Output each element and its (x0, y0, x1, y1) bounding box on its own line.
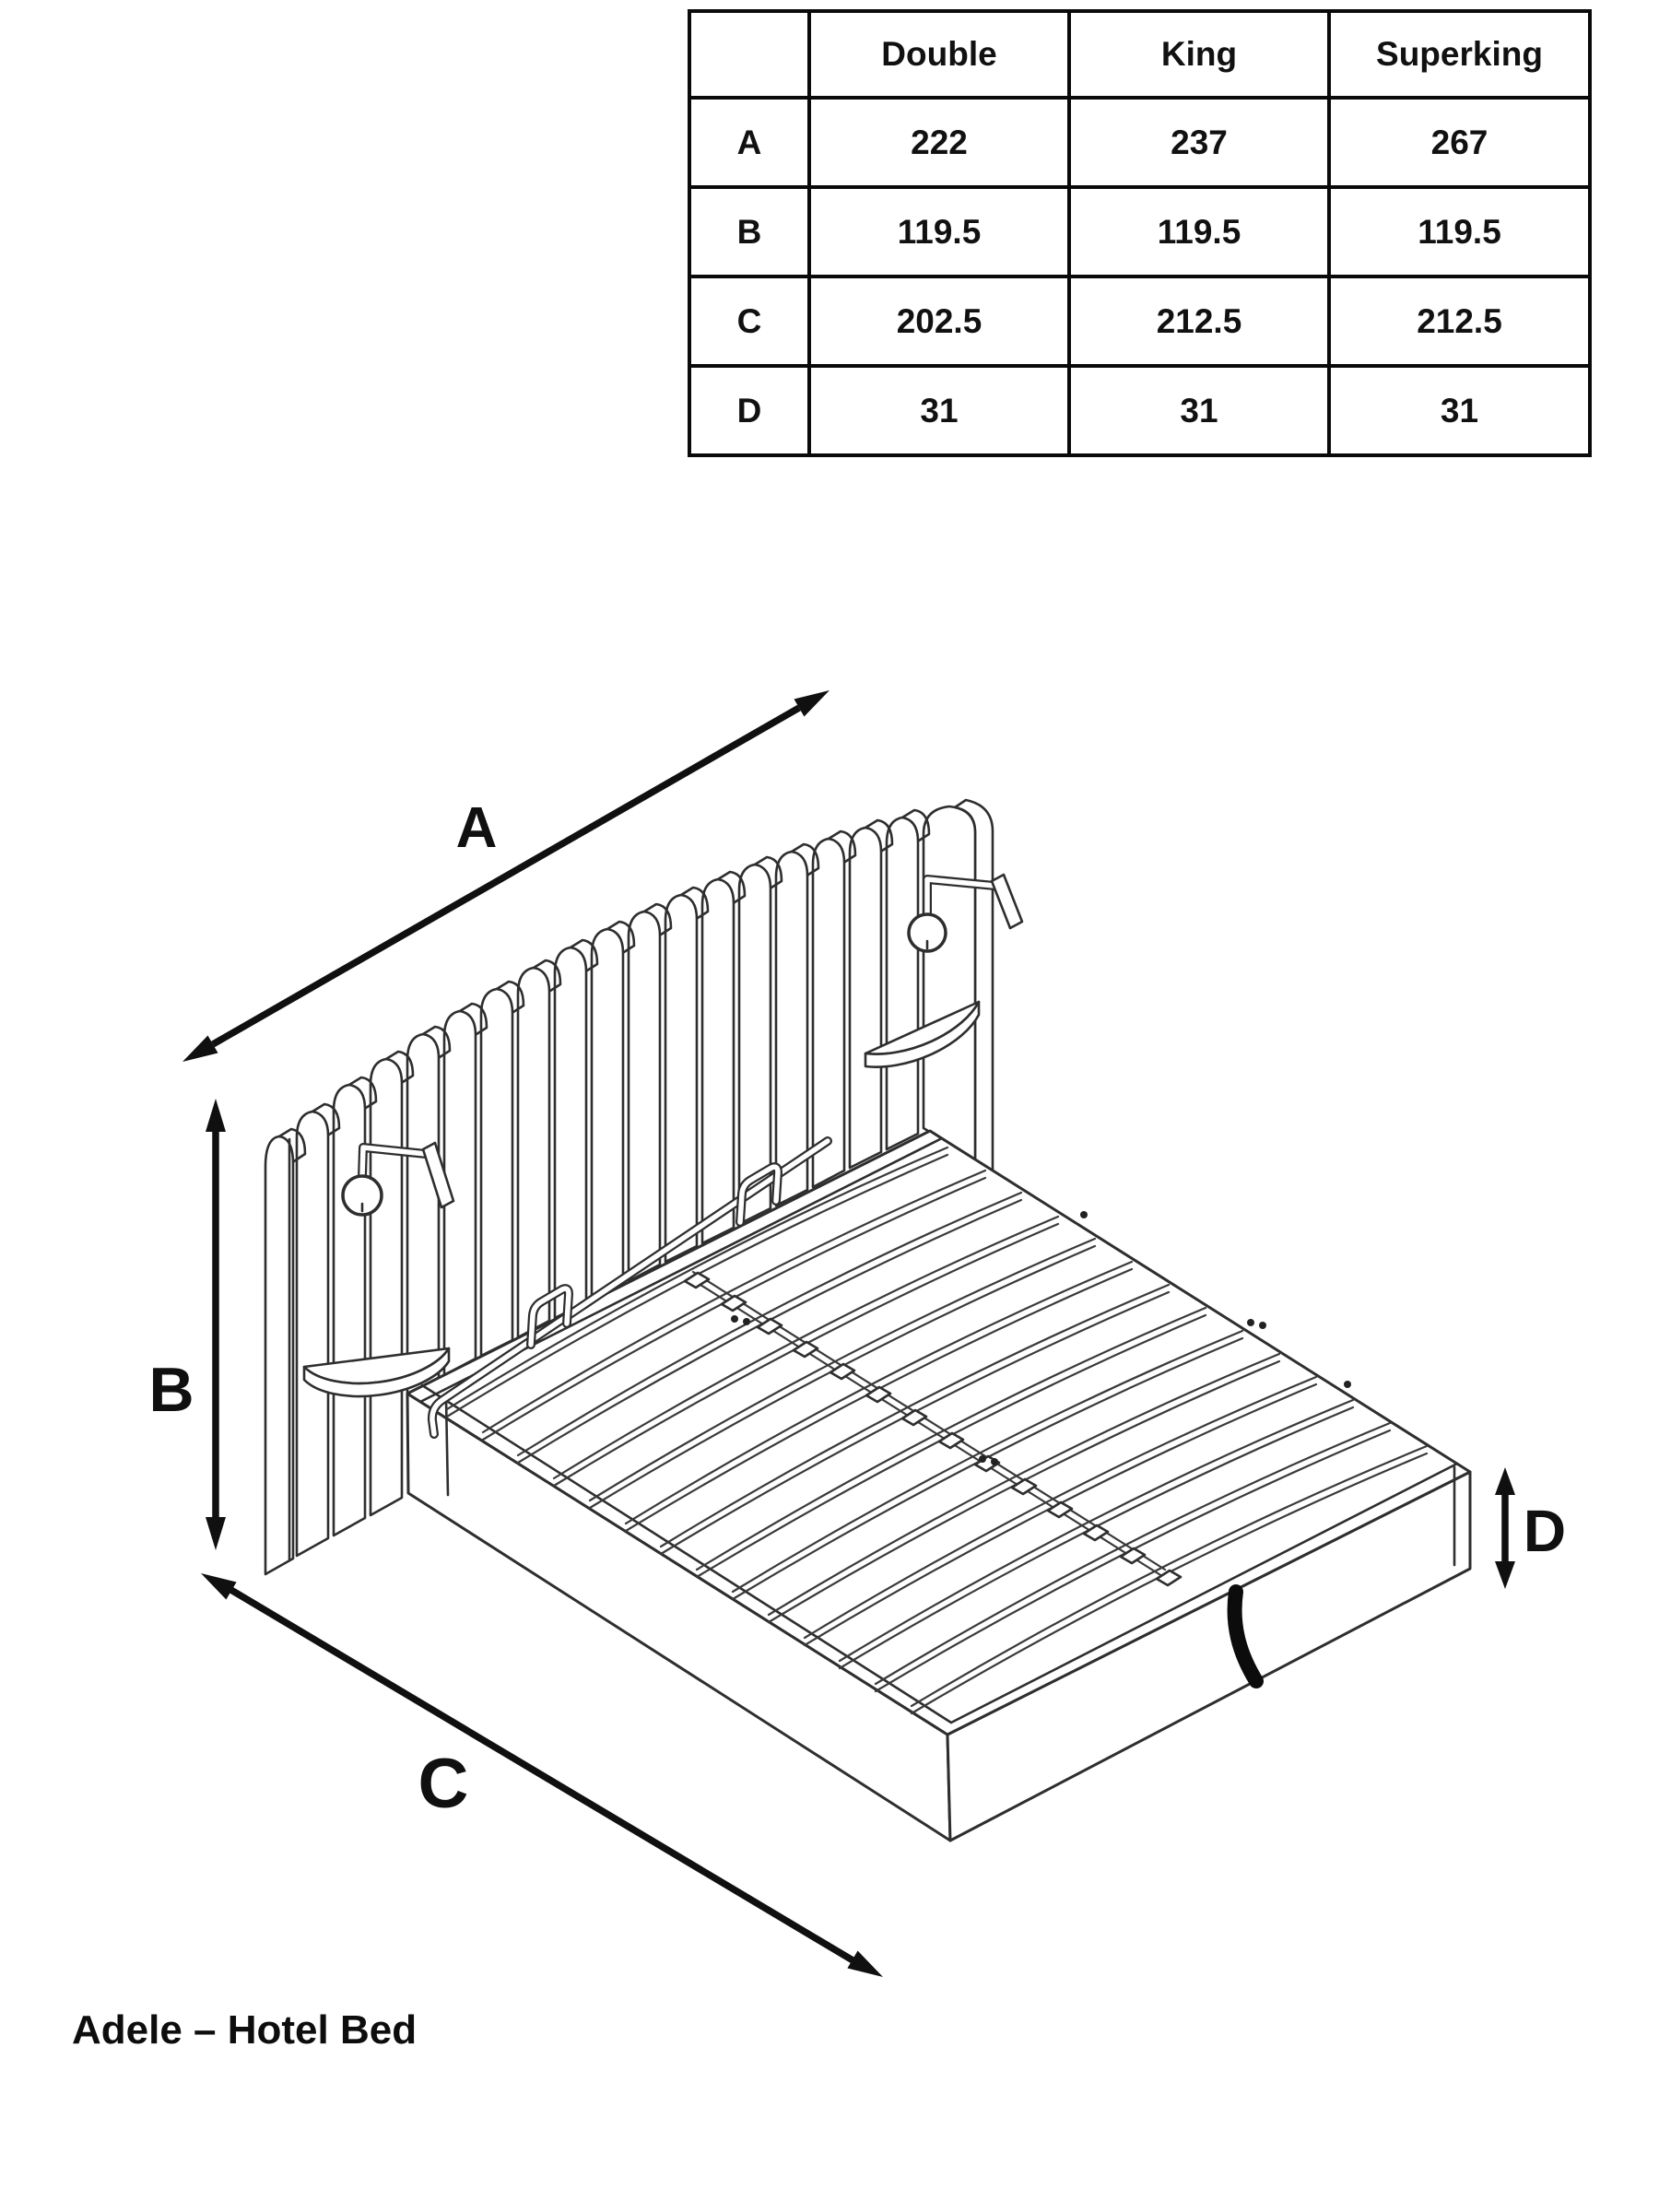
row-label: A (689, 98, 809, 187)
column-header-king: King (1069, 11, 1329, 98)
dimension-label-c: C (418, 1745, 469, 1823)
cell-value: 31 (809, 366, 1069, 455)
dimension-label-a: A (455, 796, 498, 860)
dimension-label-d: D (1523, 1498, 1567, 1564)
dimension-arrow-d (1495, 1467, 1515, 1589)
cell-value: 222 (809, 98, 1069, 187)
cell-value: 119.5 (1069, 187, 1329, 276)
cell-value: 267 (1329, 98, 1590, 187)
column-header-double: Double (809, 11, 1069, 98)
row-label: B (689, 187, 809, 276)
cell-value: 237 (1069, 98, 1329, 187)
cell-value: 212.5 (1329, 276, 1590, 366)
cell-value: 31 (1329, 366, 1590, 455)
cell-value: 119.5 (1329, 187, 1590, 276)
cell-value: 212.5 (1069, 276, 1329, 366)
cell-value: 31 (1069, 366, 1329, 455)
row-label: C (689, 276, 809, 366)
dimension-arrow-b (206, 1099, 226, 1550)
product-caption: Adele – Hotel Bed (72, 2007, 418, 2053)
dimension-label-b: B (148, 1355, 194, 1425)
cell-value: 202.5 (809, 276, 1069, 366)
cell-value: 119.5 (809, 187, 1069, 276)
column-header-superking: Superking (1329, 11, 1590, 98)
row-label: D (689, 366, 809, 455)
